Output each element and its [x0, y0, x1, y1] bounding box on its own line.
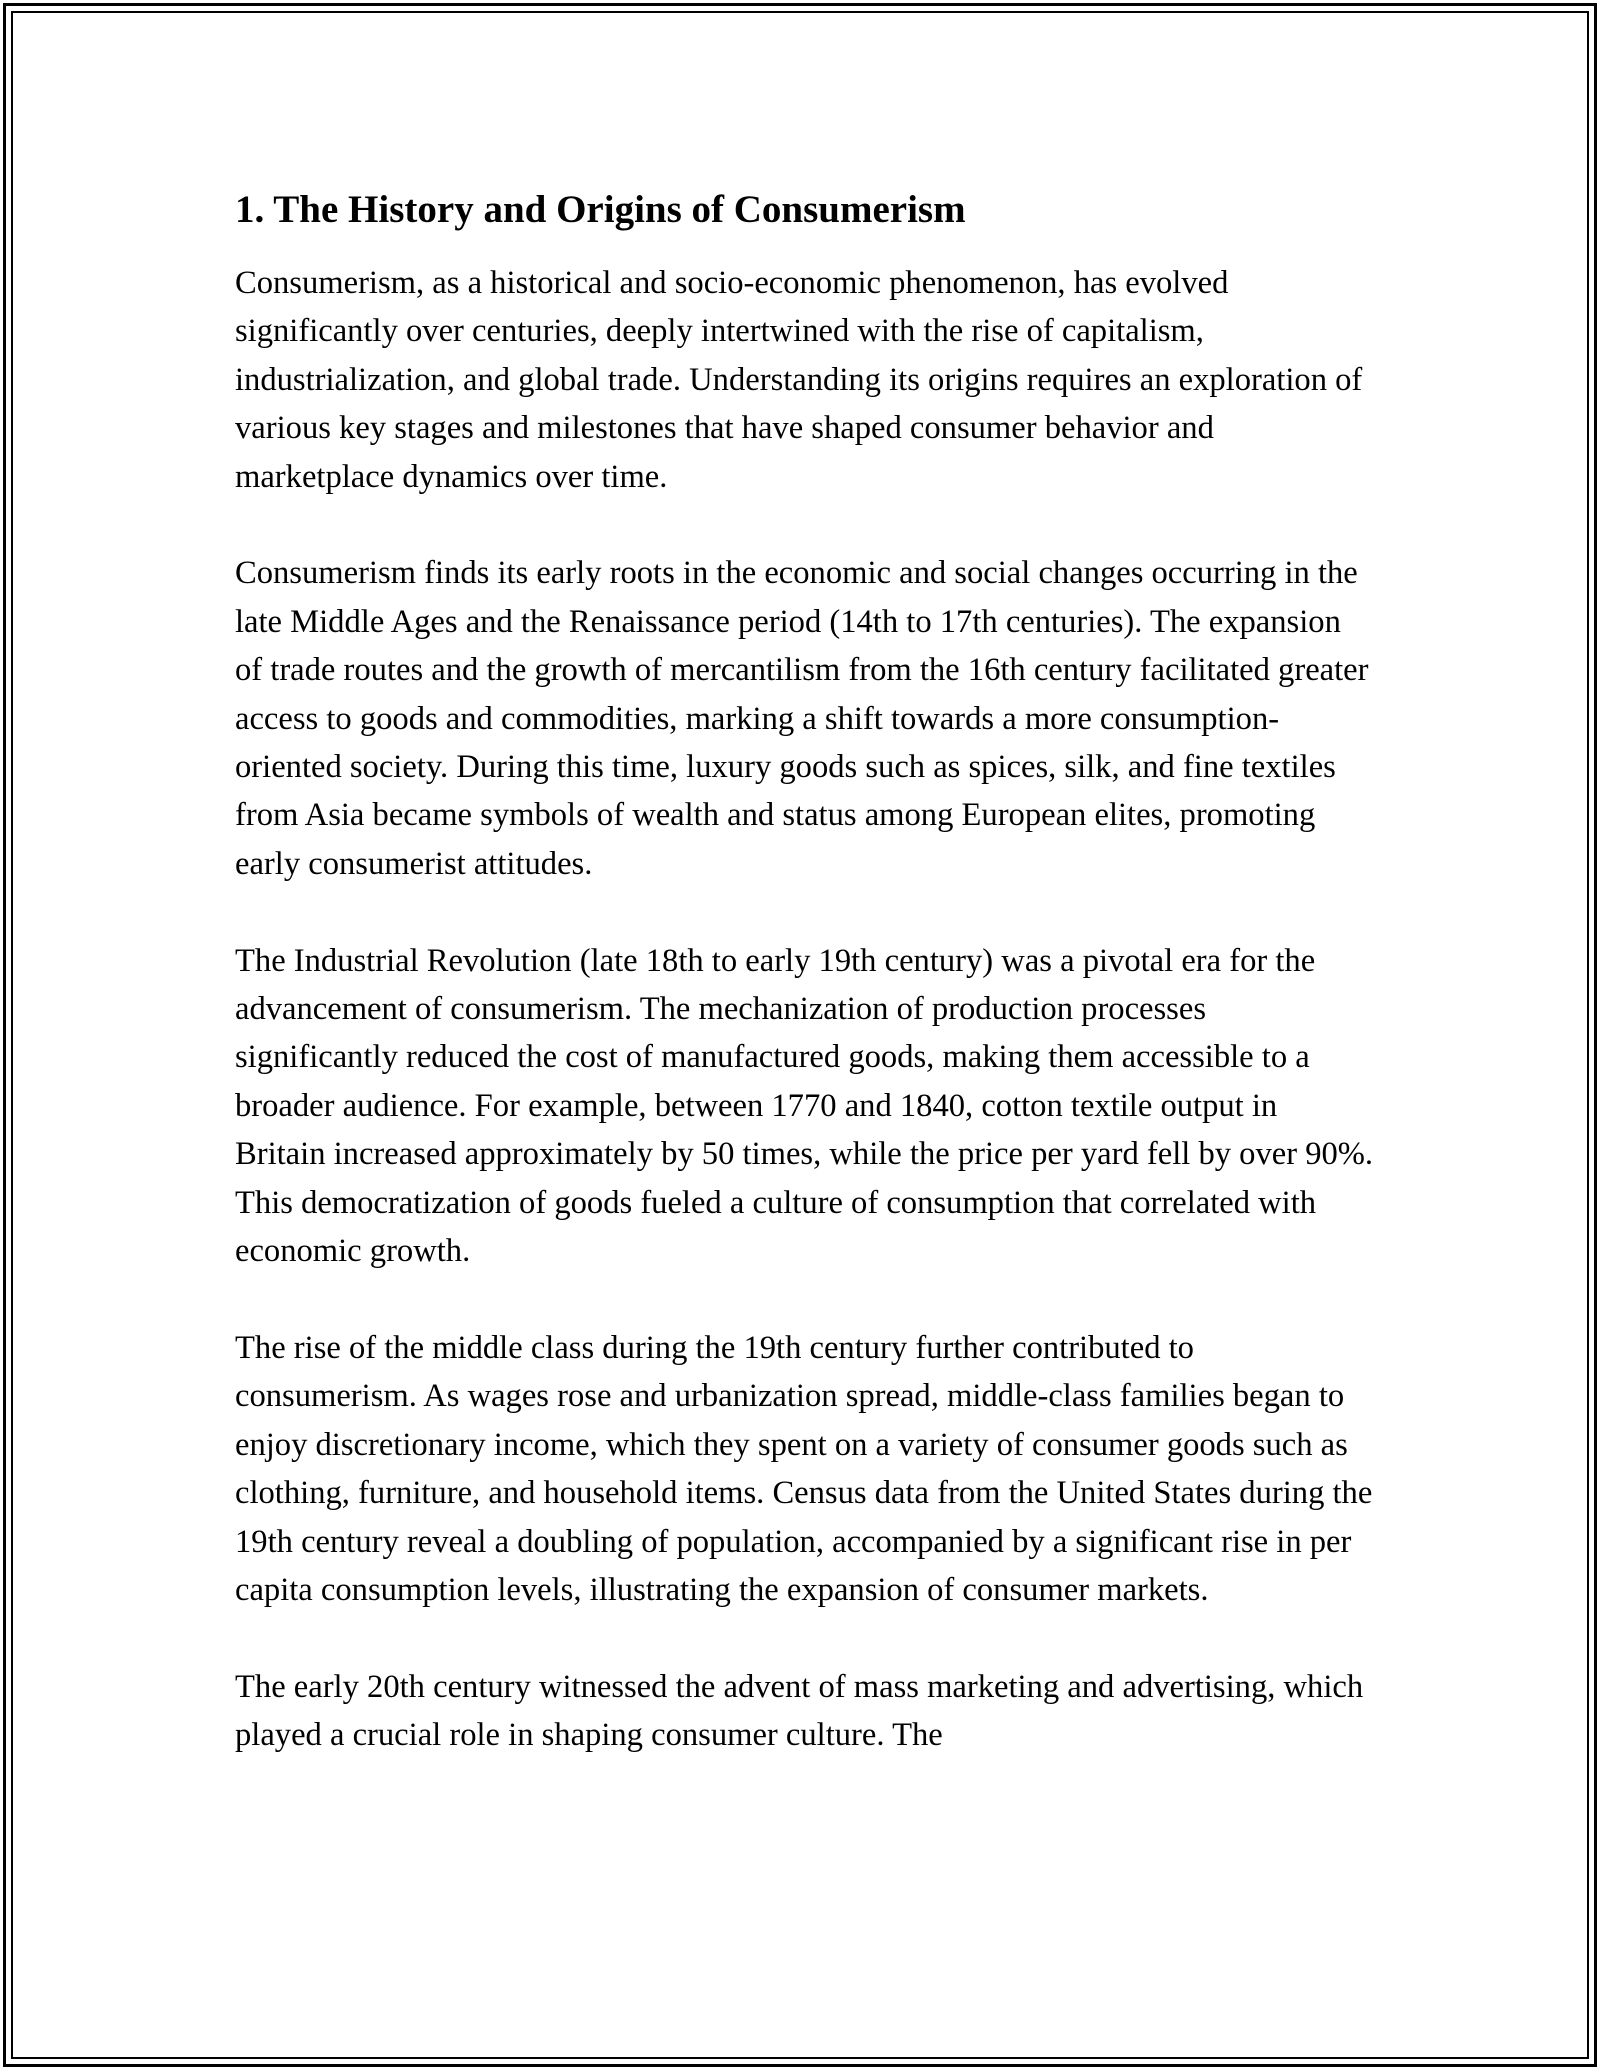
- body-paragraph: The rise of the middle class during the 19th century further contributed to consumerism. As wages rose and urbanization spread, middle-class families began to enjoy discretionary income, which they spent on a variety of consumer goods such as clothing, furniture, and household items. Census data from the United States during the 19th century reveal a doubling of population, accompanied by a significant rise in per capita consumption levels, illustrating the expansion of consumer markets.: [235, 1329, 1373, 1608]
- body-paragraph: The Industrial Revolution (late 18th to early 19th century) was a pivotal era for the advancement of consumerism. The mechanization of production processes significantly reduced the cost of manufactured goods, making them accessible to a broader audience. For example, between 1770 and 1840, cotton textile output in Britain increased approximately by 50 times, while the price per yard fell by over 90%. This democratization of goods fueled a culture of consumption that correlated with economic growth.: [235, 942, 1374, 1270]
- section-heading: 1. The History and Origins of Consumerism: [235, 188, 966, 231]
- body-paragraph: Consumerism, as a historical and socio-economic phenomenon, has evolved significantly over centuries, deeply intertwined with the rise of capitalism, industrialization, and global trade. Understanding its origins requires an exploration of various key stages and milestones that have shaped consumer behavior and marketplace dynamics over time.: [235, 265, 1363, 495]
- body-paragraph: Consumerism finds its early roots in the economic and social changes occurring in the late Middle Ages and the Renaissance period (14th to 17th centuries). The expansion of trade routes and the growth of mercantilism from the 16th century facilitated greater access to goods and commodities, marking a shift towards a more consumption-oriented society. During this time, luxury goods such as spices, silk, and fine textiles from Asia became symbols of wealth and status among European elites, promoting early consumerist attitudes.: [235, 555, 1369, 882]
- body-paragraph: The early 20th century witnessed the advent of mass marketing and advertising, which played a crucial role in shaping consumer culture. The: [235, 1668, 1364, 1754]
- page-content: [235, 186, 1375, 1808]
